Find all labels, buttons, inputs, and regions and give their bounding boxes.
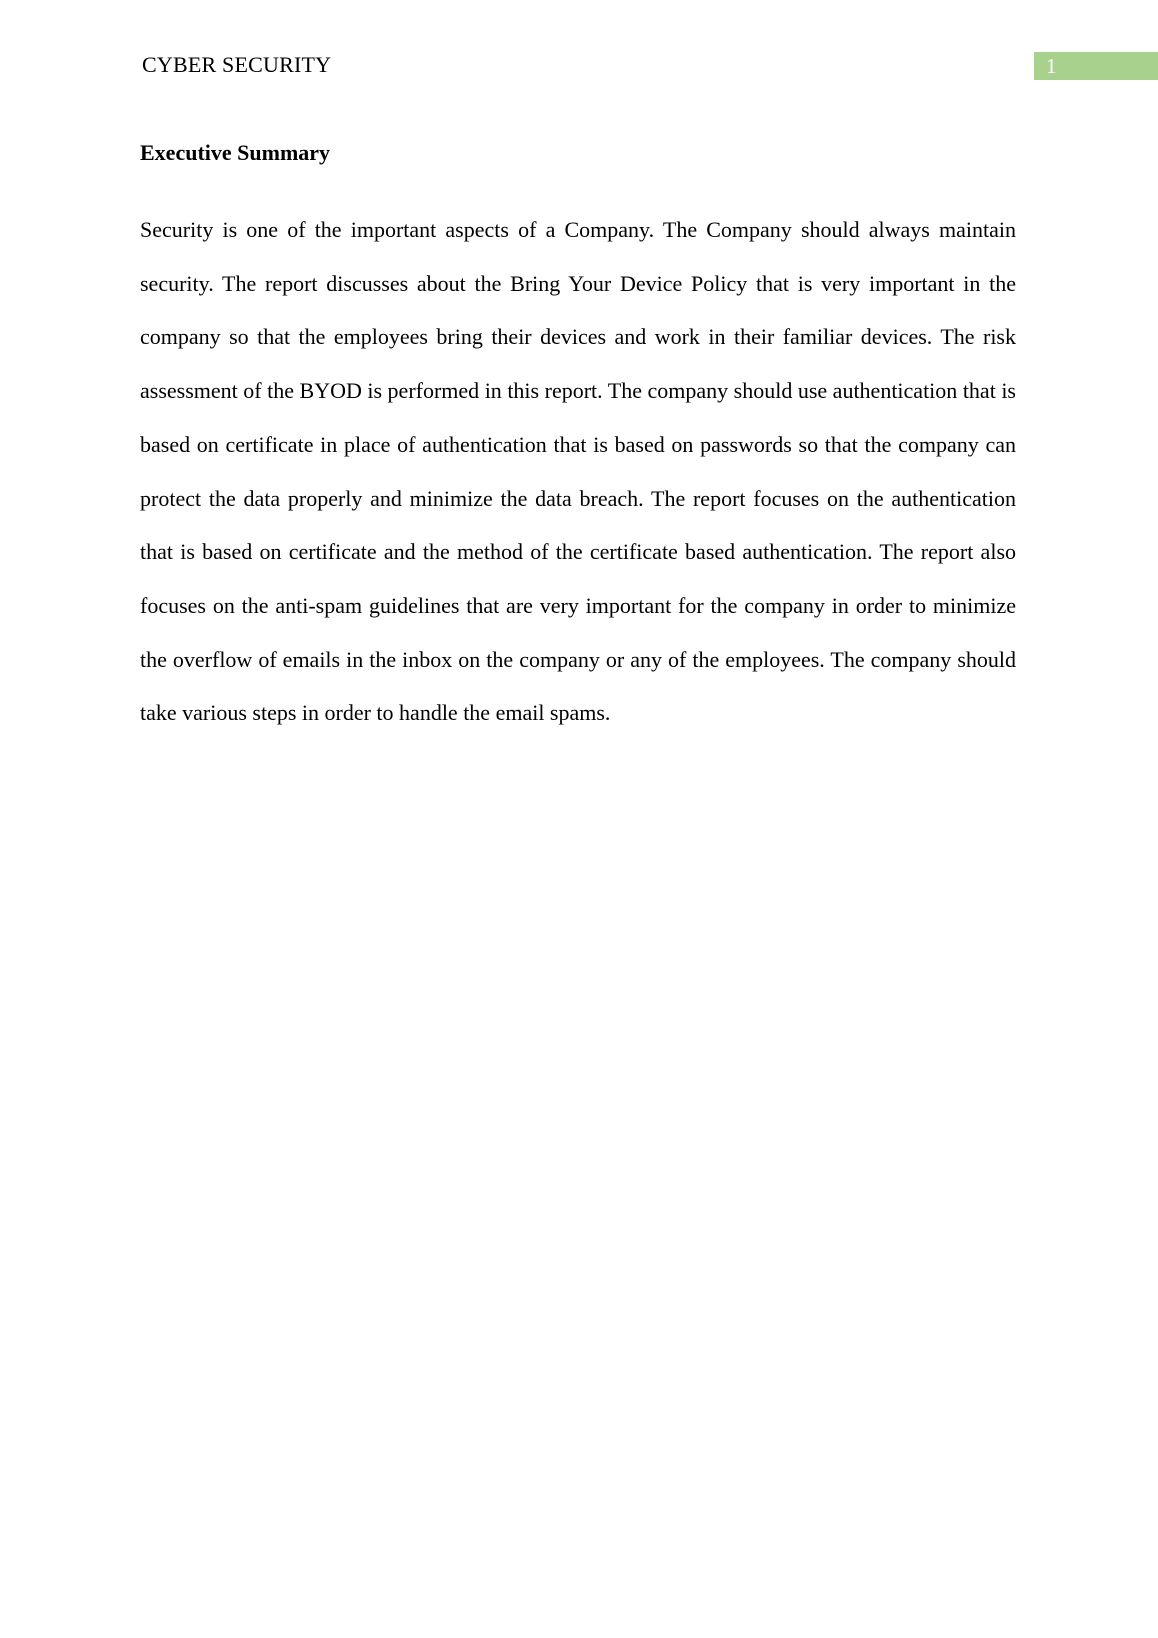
executive-summary-paragraph: Security is one of the important aspects of a Company. The Company should always maintain security. The report discusses about the Bring Your Device Policy that is very important in the company so that the employees bring their devices and work in their familiar devices. The risk assessment of the BYOD is performed in this report. The company should use authentication that is based on certificate in place of authentication that is based on passwords so that the company can protect the data properly and minimize the data breach. The report focuses on the authentication that is based on certificate and the method of the certificate based authentication. The report also focuses on the anti-spam guidelines that are very important for the company in order to minimize the overflow of emails in the inbox on the company or any of the employees. The company should take various steps in order to handle the email spams. bbox=[140, 217, 1016, 726]
running-header-title: CYBER SECURITY bbox=[142, 52, 332, 77]
document-body bbox=[140, 136, 1016, 740]
page-number: 1 bbox=[1046, 54, 1057, 78]
page-number-badge bbox=[1034, 52, 1158, 80]
section-heading: Executive Summary bbox=[140, 140, 331, 165]
